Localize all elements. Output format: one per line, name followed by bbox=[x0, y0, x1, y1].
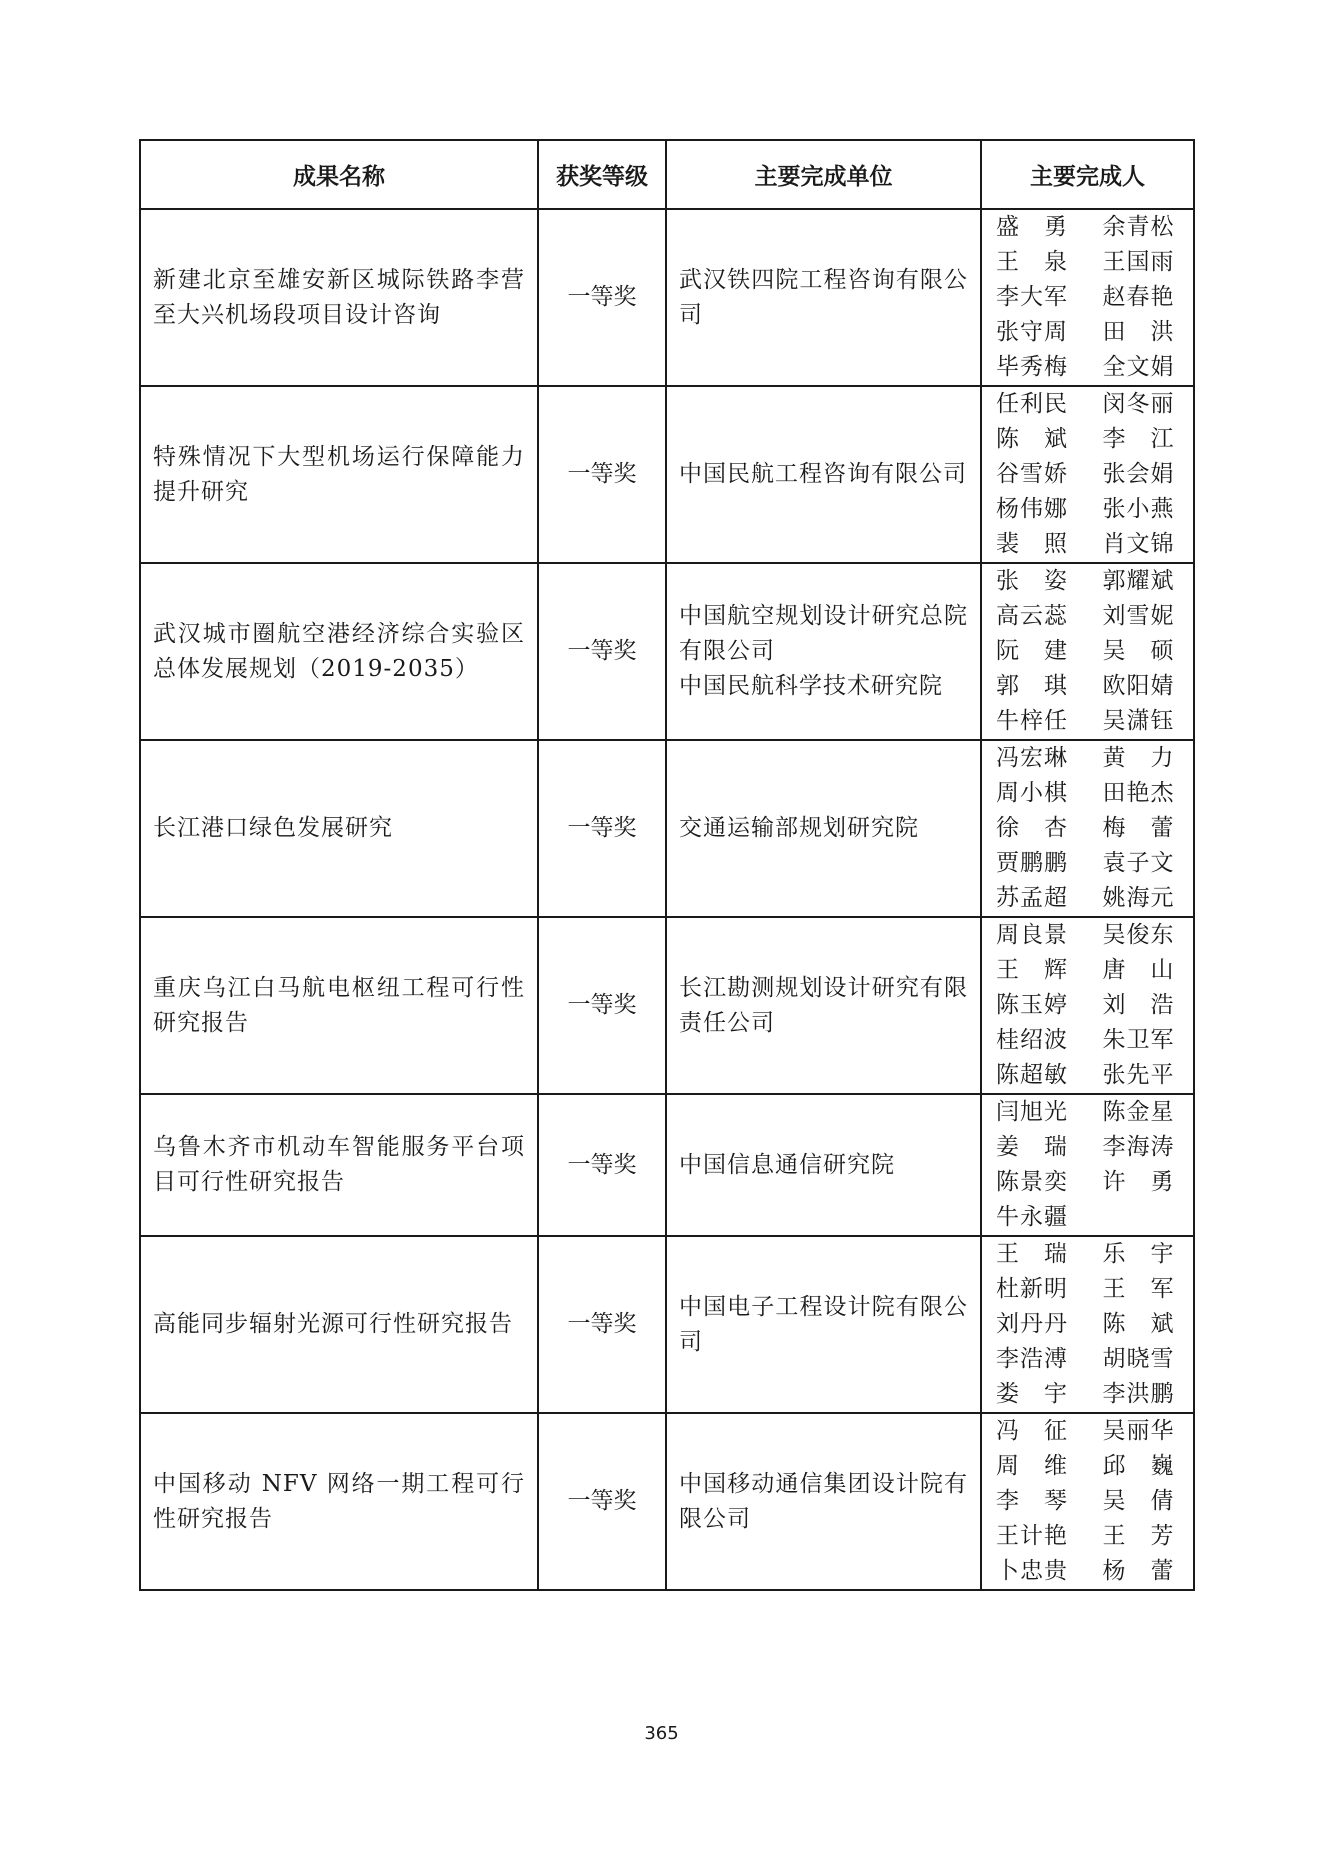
person-name: 周良景 bbox=[996, 922, 1068, 948]
unit-name: 中国信息通信研究院 bbox=[679, 1151, 895, 1178]
person-name: 李海涛 bbox=[1102, 1134, 1175, 1160]
person-name: 王 军 bbox=[1102, 1276, 1175, 1302]
main-unit-cell bbox=[666, 1236, 981, 1413]
person-name: 刘雪妮 bbox=[1102, 603, 1175, 629]
person-name: 胡晓雪 bbox=[1102, 1346, 1175, 1372]
person-name: 谷雪娇 bbox=[996, 461, 1068, 487]
achievement-name-cell: 武汉城市圈航空港经济综合实验区总体发展规划（2019-2035） bbox=[140, 563, 538, 740]
person-name: 吴 倩 bbox=[1102, 1488, 1175, 1514]
unit-name: 交通运输部规划研究院 bbox=[679, 815, 919, 841]
achievement-name-cell: 中国移动 NFV 网络一期工程可行性研究报告 bbox=[140, 1413, 538, 1590]
person-name: 唐 山 bbox=[1102, 957, 1175, 983]
person-name: 杨 蕾 bbox=[1102, 1558, 1175, 1584]
achievement-name-cell: 乌鲁木齐市机动车智能服务平台项目可行性研究报告 bbox=[140, 1094, 538, 1236]
person-name: 张会娟 bbox=[1102, 461, 1175, 487]
table-header-row bbox=[140, 140, 1194, 209]
header-award-level: 获奖等级 bbox=[538, 140, 666, 209]
main-unit-cell bbox=[666, 563, 981, 740]
main-people-cell bbox=[981, 1413, 1194, 1590]
table-row bbox=[140, 1413, 1194, 1590]
people-list bbox=[996, 210, 1179, 385]
person-name: 王计艳 bbox=[996, 1523, 1068, 1549]
person-name: 梅 蕾 bbox=[1102, 815, 1175, 841]
award-level-cell: 一等奖 bbox=[538, 1236, 666, 1413]
unit-name: 武汉铁四院工程咨询有限公司 bbox=[679, 266, 968, 328]
person-name: 王 辉 bbox=[996, 957, 1068, 983]
person-name: 刘丹丹 bbox=[996, 1311, 1068, 1337]
people-list bbox=[996, 387, 1179, 562]
person-name: 贾鹏鹏 bbox=[996, 850, 1068, 876]
person-name: 朱卫军 bbox=[1102, 1027, 1175, 1053]
achievement-name-cell: 重庆乌江白马航电枢纽工程可行性研究报告 bbox=[140, 917, 538, 1094]
main-people-cell bbox=[981, 1094, 1194, 1236]
achievement-name-cell: 特殊情况下大型机场运行保障能力提升研究 bbox=[140, 386, 538, 563]
achievement-name-cell: 高能同步辐射光源可行性研究报告 bbox=[140, 1236, 538, 1413]
person-name: 刘 浩 bbox=[1102, 992, 1175, 1018]
person-name: 余青松 bbox=[1102, 214, 1175, 240]
people-list bbox=[996, 918, 1179, 1093]
person-name: 闫旭光 bbox=[996, 1099, 1068, 1125]
person-name: 郭 琪 bbox=[996, 673, 1068, 699]
person-name: 李浩溥 bbox=[996, 1346, 1068, 1372]
person-name: 阮 建 bbox=[996, 638, 1068, 664]
person-name: 许 勇 bbox=[1102, 1169, 1175, 1195]
person-name: 牛永疆 bbox=[996, 1204, 1068, 1230]
person-name: 苏孟超 bbox=[996, 885, 1068, 911]
unit-name: 中国航空规划设计研究总院有限公司 bbox=[679, 603, 968, 664]
main-people-cell bbox=[981, 563, 1194, 740]
main-people-cell bbox=[981, 386, 1194, 563]
award-level-cell: 一等奖 bbox=[538, 917, 666, 1094]
person-name: 吴 硕 bbox=[1102, 638, 1175, 664]
person-name: 邱 巍 bbox=[1102, 1453, 1175, 1479]
person-name: 赵春艳 bbox=[1102, 284, 1175, 310]
person-name: 高云蕊 bbox=[996, 603, 1068, 629]
main-unit-cell bbox=[666, 917, 981, 1094]
person-name: 王 泉 bbox=[996, 249, 1068, 275]
person-name: 黄 力 bbox=[1102, 745, 1175, 771]
award-level-cell: 一等奖 bbox=[538, 1094, 666, 1236]
unit-name: 中国民航科学技术研究院 bbox=[679, 673, 943, 699]
people-list bbox=[996, 741, 1179, 916]
person-name: 田艳杰 bbox=[1102, 780, 1175, 806]
person-name: 田 洪 bbox=[1102, 319, 1175, 345]
person-name: 吴潇钰 bbox=[1102, 708, 1175, 734]
person-name: 吴俊东 bbox=[1102, 922, 1175, 948]
main-unit-cell bbox=[666, 386, 981, 563]
person-name: 周小棋 bbox=[996, 780, 1068, 806]
main-unit-cell bbox=[666, 1413, 981, 1590]
person-name: 周 维 bbox=[996, 1453, 1068, 1479]
person-name: 乐 宇 bbox=[1102, 1241, 1175, 1267]
header-main-unit: 主要完成单位 bbox=[666, 140, 981, 209]
person-name: 毕秀梅 bbox=[996, 354, 1068, 380]
person-name: 姜 瑞 bbox=[996, 1134, 1068, 1160]
person-name: 李洪鹏 bbox=[1102, 1381, 1175, 1407]
table-row bbox=[140, 1094, 1194, 1236]
achievement-name-cell: 长江港口绿色发展研究 bbox=[140, 740, 538, 917]
page-number: 365 bbox=[644, 1723, 679, 1744]
person-name: 张先平 bbox=[1102, 1062, 1175, 1088]
table-row bbox=[140, 386, 1194, 563]
person-name: 张小燕 bbox=[1102, 496, 1175, 522]
person-name: 娄 宇 bbox=[996, 1381, 1068, 1407]
people-list bbox=[996, 1414, 1179, 1589]
person-name: 陈超敏 bbox=[996, 1062, 1068, 1088]
main-people-cell bbox=[981, 917, 1194, 1094]
person-name: 陈景奕 bbox=[996, 1169, 1068, 1195]
unit-name: 中国电子工程设计院有限公司 bbox=[679, 1293, 968, 1355]
table-row bbox=[140, 209, 1194, 386]
main-people-cell bbox=[981, 740, 1194, 917]
person-name: 袁子文 bbox=[1102, 850, 1175, 876]
person-name: 卜忠贵 bbox=[996, 1558, 1068, 1584]
person-name: 冯 征 bbox=[996, 1418, 1068, 1444]
main-people-cell bbox=[981, 209, 1194, 386]
person-name: 任利民 bbox=[996, 391, 1068, 417]
person-name: 姚海元 bbox=[1102, 885, 1175, 911]
unit-name: 中国民航工程咨询有限公司 bbox=[679, 461, 967, 487]
person-name: 王国雨 bbox=[1102, 249, 1175, 275]
table-row bbox=[140, 563, 1194, 740]
person-name: 杜新明 bbox=[996, 1276, 1068, 1302]
person-name: 郭耀斌 bbox=[1102, 568, 1175, 594]
person-name: 张 姿 bbox=[996, 568, 1068, 594]
people-list bbox=[996, 564, 1179, 739]
person-name: 徐 杏 bbox=[996, 815, 1068, 841]
award-level-cell: 一等奖 bbox=[538, 209, 666, 386]
main-people-cell bbox=[981, 1236, 1194, 1413]
award-level-cell: 一等奖 bbox=[538, 740, 666, 917]
person-name: 杨伟娜 bbox=[996, 496, 1068, 522]
person-name: 陈金星 bbox=[1102, 1099, 1175, 1125]
person-name: 欧阳婧 bbox=[1102, 673, 1175, 699]
main-unit-cell bbox=[666, 740, 981, 917]
person-name: 盛 勇 bbox=[996, 214, 1068, 240]
person-name: 李 江 bbox=[1102, 426, 1175, 452]
person-name: 牛梓任 bbox=[996, 708, 1068, 734]
people-list bbox=[996, 1095, 1179, 1235]
achievement-name-cell: 新建北京至雄安新区城际铁路李营至大兴机场段项目设计咨询 bbox=[140, 209, 538, 386]
person-name: 王 芳 bbox=[1102, 1523, 1175, 1549]
table-row bbox=[140, 917, 1194, 1094]
header-main-people: 主要完成人 bbox=[981, 140, 1194, 209]
person-name: 肖文锦 bbox=[1102, 531, 1175, 557]
unit-name: 长江勘测规划设计研究有限责任公司 bbox=[679, 974, 968, 1036]
person-name: 桂绍波 bbox=[996, 1027, 1068, 1053]
person-name: 陈玉婷 bbox=[996, 992, 1068, 1018]
person-name: 陈 斌 bbox=[996, 426, 1068, 452]
award-level-cell: 一等奖 bbox=[538, 1413, 666, 1590]
awards-table bbox=[139, 139, 1195, 1591]
person-name: 冯宏琳 bbox=[996, 745, 1068, 771]
table-row bbox=[140, 740, 1194, 917]
person-name: 吴丽华 bbox=[1102, 1418, 1175, 1444]
person-name: 全文娟 bbox=[1102, 354, 1175, 380]
main-unit-cell bbox=[666, 1094, 981, 1236]
person-name: 陈 斌 bbox=[1102, 1311, 1175, 1337]
person-name: 裴 照 bbox=[996, 531, 1068, 557]
header-achievement-name: 成果名称 bbox=[140, 140, 538, 209]
person-name: 李 琴 bbox=[996, 1488, 1068, 1514]
table-body bbox=[140, 209, 1194, 1590]
award-level-cell: 一等奖 bbox=[538, 386, 666, 563]
unit-name: 中国移动通信集团设计院有限公司 bbox=[679, 1470, 968, 1532]
people-list bbox=[996, 1237, 1179, 1412]
main-unit-cell bbox=[666, 209, 981, 386]
person-name: 李大军 bbox=[996, 284, 1068, 310]
person-name: 张守周 bbox=[996, 319, 1068, 345]
person-name: 闵冬丽 bbox=[1102, 391, 1175, 417]
person-name: 王 瑞 bbox=[996, 1241, 1068, 1267]
table-row bbox=[140, 1236, 1194, 1413]
award-level-cell: 一等奖 bbox=[538, 563, 666, 740]
